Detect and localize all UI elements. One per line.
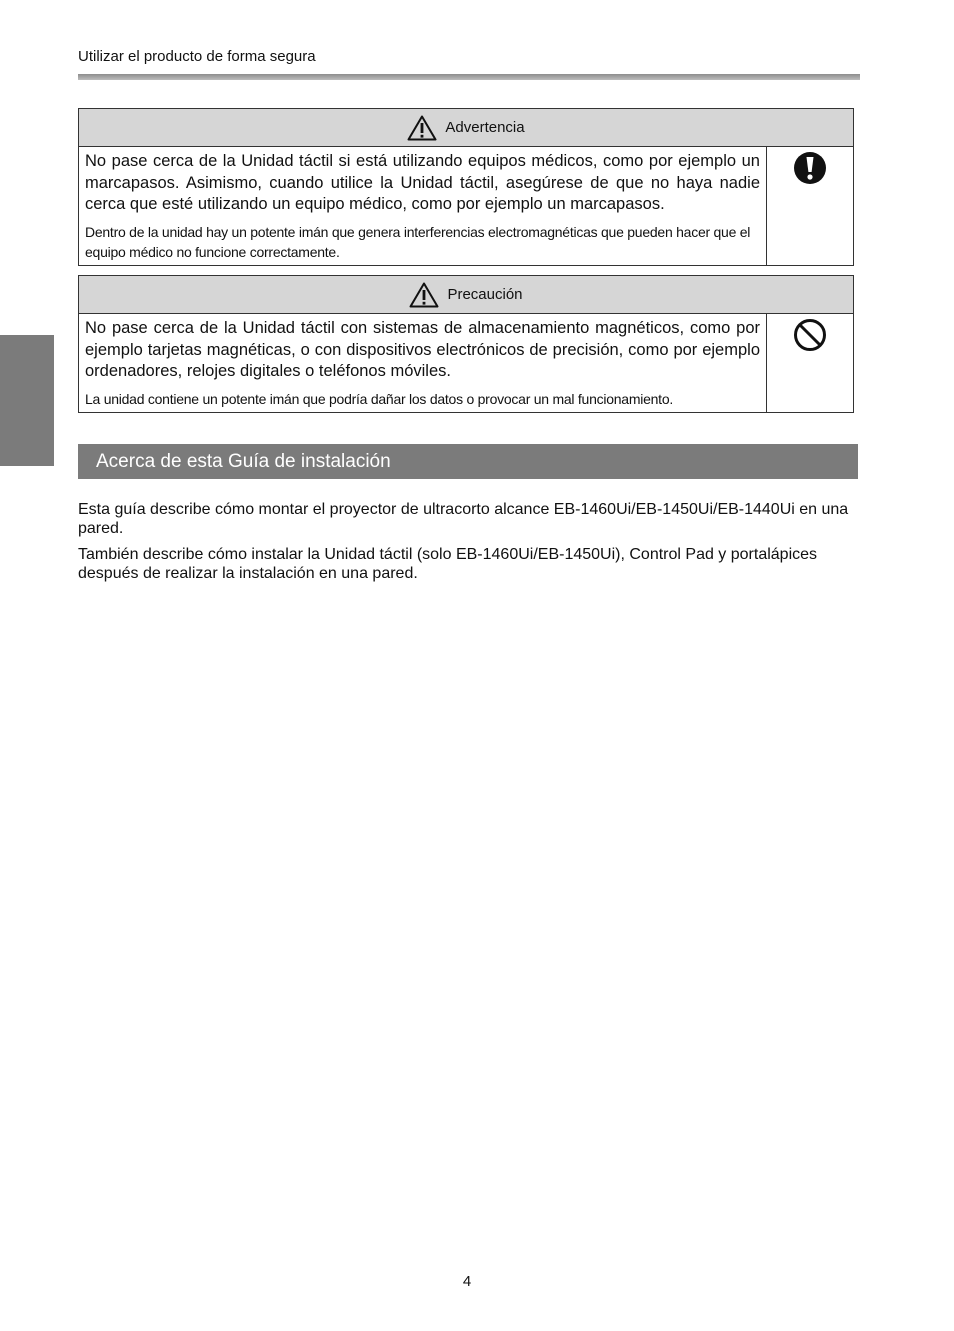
warning-main-text: No pase cerca de la Unidad táctil si está utilizando equipos médicos, como por ejemplo un marcapasos. Asimismo, cuando utilice la Unidad táctil, asegúrese de que no haya nadie cerca que esté utilizando un equipo médico, como por ejemplo un marcapasos.: [85, 152, 760, 213]
warning-symbol-cell: [767, 147, 853, 265]
warning-header: [79, 109, 853, 147]
caution-box: [78, 275, 854, 413]
caution-sub-text: La unidad contiene un potente imán que podría dañar los datos o provocar un mal funcionamiento.: [85, 390, 673, 407]
warning-box: [78, 108, 854, 266]
body-paragraph: También describe cómo instalar la Unidad táctil (solo EB-1460Ui/EB-1450Ui), Control Pad y portalápices después de realizar la instalación en una pared.: [78, 546, 818, 582]
page-number: 4: [462, 1273, 472, 1290]
warning-label: Advertencia: [445, 119, 525, 136]
running-header: Utilizar el producto de forma segura: [78, 48, 316, 65]
caution-text: [79, 314, 767, 412]
warning-sub-text: Dentro de la unidad hay un potente imán que genera interferencias electromagnéticas que pueden hacer que el equipo médico no funcione correctamente.: [85, 223, 751, 260]
side-tab: [0, 335, 54, 466]
header-rule: [78, 74, 860, 80]
caution-symbol-cell: [767, 314, 853, 412]
warning-triangle-icon: [409, 282, 439, 308]
caution-main-text: No pase cerca de la Unidad táctil con sistemas de almacenamiento magnéticos, como por ejemplo tarjetas magnéticas, o con dispositivos electrónicos de precisión, como por ejemplo ordenadores, relojes digitales o teléfonos móviles.: [85, 319, 760, 380]
section-heading: Acerca de esta Guía de instalación: [78, 444, 858, 479]
caution-label: Precaución: [447, 286, 523, 303]
warning-text: [79, 147, 767, 265]
caution-header: [79, 276, 853, 314]
prohibition-icon: [793, 318, 827, 357]
mandatory-exclamation-icon: [793, 151, 827, 190]
body-paragraph: Esta guía describe cómo montar el proyector de ultracorto alcance EB-1460Ui/EB-1450Ui/EB-1440Ui en una pared.: [78, 501, 849, 537]
warning-triangle-icon: [407, 115, 437, 141]
